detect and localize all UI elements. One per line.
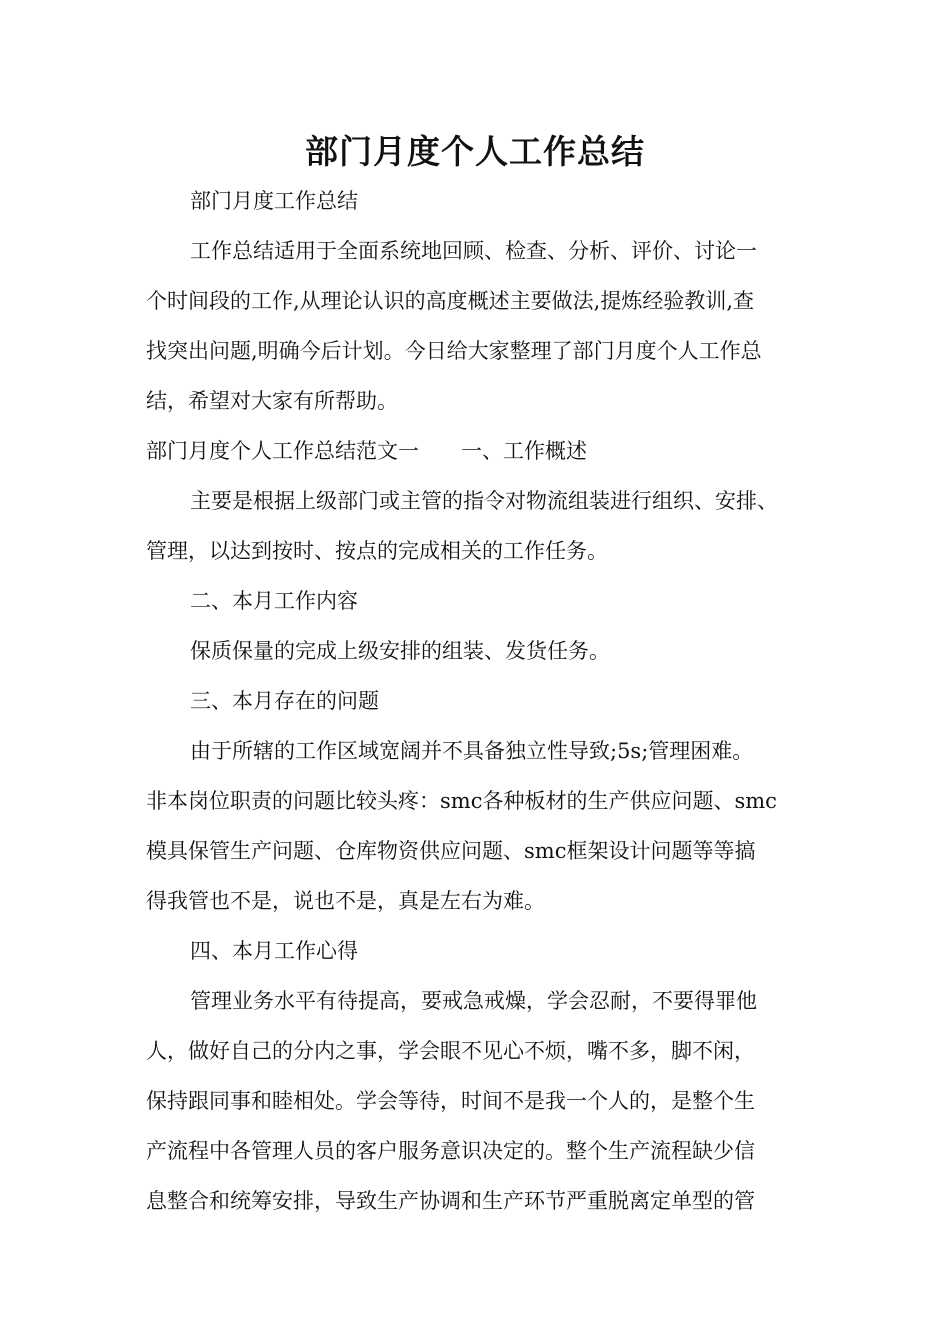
paragraph-line: 非本岗位职责的问题比较头疼：smc各种板材的生产供应问题、smc [146,789,777,813]
paragraph-line: 找突出问题,明确今后计划。今日给大家整理了部门月度个人工作总 [146,339,762,363]
paragraph-line: 保质保量的完成上级安排的组装、发货任务。 [190,639,610,663]
paragraph-line: 部门月度工作总结 [190,189,358,213]
paragraph-line: 息整合和统筹安排，导致生产协调和生产环节严重脱离定单型的管 [146,1189,755,1213]
section-heading: 一、工作概述 [461,439,587,463]
paragraph-line: 人，做好自己的分内之事，学会眼不见心不烦，嘴不多，脚不闲， [146,1039,755,1063]
section-heading: 三、本月存在的问题 [190,689,379,713]
document-title: 部门月度个人工作总结 [305,132,645,171]
paragraph-line: 由于所辖的工作区域宽阔并不具备独立性导致;5s;管理困难。 [190,739,754,763]
paragraph-line: 产流程中各管理人员的客户服务意识决定的。整个生产流程缺少信 [146,1139,755,1163]
sample-heading: 部门月度个人工作总结范文一 [146,439,419,463]
paragraph-line: 模具保管生产问题、仓库物资供应问题、smc框架设计问题等等搞 [146,839,756,863]
section-heading: 四、本月工作心得 [190,939,358,963]
paragraph-line: 得我管也不是，说也不是，真是左右为难。 [146,889,545,913]
section-heading-line [146,436,587,466]
paragraph-line: 管理业务水平有待提高，要戒急戒燥，学会忍耐，不要得罪他 [190,989,757,1013]
paragraph-line: 保持跟同事和睦相处。学会等待，时间不是我一个人的，是整个生 [146,1089,755,1113]
section-heading: 二、本月工作内容 [190,589,358,613]
paragraph-line: 管理，以达到按时、按点的完成相关的工作任务。 [146,539,608,563]
paragraph-line: 个时间段的工作,从理论认识的高度概述主要做法,提炼经验教训,查 [146,289,755,313]
paragraph-line: 工作总结适用于全面系统地回顾、检查、分析、评价、讨论一 [190,239,757,263]
paragraph-line: 结，希望对大家有所帮助。 [146,389,398,413]
paragraph-line: 主要是根据上级部门或主管的指令对物流组装进行组织、安排、 [190,489,778,513]
